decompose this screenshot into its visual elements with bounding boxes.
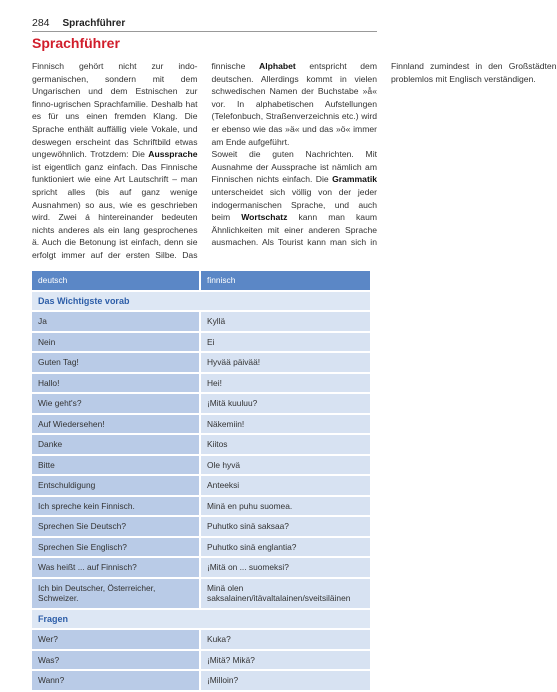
section-title: Sprachführer xyxy=(32,35,120,51)
cell-finnish: Ole hyvä xyxy=(200,455,370,476)
table-row xyxy=(32,434,370,455)
table-section-row xyxy=(32,291,370,312)
term-alphabet: Alphabet xyxy=(259,61,296,71)
cell-german: Wann? xyxy=(32,670,200,691)
table-row xyxy=(32,670,370,691)
table-row xyxy=(32,629,370,650)
page-header xyxy=(32,17,377,31)
cell-german: Guten Tag! xyxy=(32,352,200,373)
cell-finnish: Puhutko sinä saksaa? xyxy=(200,516,370,537)
cell-finnish: Ei xyxy=(200,332,370,353)
cell-german: Hallo! xyxy=(32,373,200,394)
cell-german: Danke xyxy=(32,434,200,455)
table-row xyxy=(32,578,370,609)
cell-german: Ich spreche kein Finnisch. xyxy=(32,496,200,517)
cell-german: Entschuldigung xyxy=(32,475,200,496)
table-row xyxy=(32,393,370,414)
table-row xyxy=(32,516,370,537)
cell-finnish: Kyllä xyxy=(200,311,370,332)
term-wortschatz: Wortschatz xyxy=(241,212,288,223)
cell-finnish: ¡Mitä kuuluu? xyxy=(200,393,370,414)
table-header-row xyxy=(32,271,370,291)
cell-finnish: Kiitos xyxy=(200,434,370,455)
cell-german: Ich bin Deutscher, Österreicher, Schweizer. xyxy=(32,578,200,609)
vocabulary-table xyxy=(32,271,370,692)
term-aussprache: Aussprache xyxy=(148,149,198,160)
table-row xyxy=(32,557,370,578)
header-rule xyxy=(32,31,377,32)
cell-german: Nein xyxy=(32,332,200,353)
header-german: deutsch xyxy=(32,271,200,291)
page-number: 284 xyxy=(32,17,50,29)
table-row xyxy=(32,332,370,353)
table-row xyxy=(32,455,370,476)
intro-paragraph-1: Finnisch gehört nicht zur indo-germanischen, sondern mit dem Ungarischen und dem Estnischen zur finno-ugrischen Sprachfamilie. Deshalb hat es für uns einen fremden Klang. Die Sprache enthält auffällig viele Vokale, und deswegen erscheint das Schriftbild etwas ungewöhnlich. Trotzdem: Die Aussprache ist eigentlich ganz einfach. Das Finnische funktioniert wie eine Art Lautschrift – man spricht alles (bis auf ganz wenige Ausnahmen) so aus, wie es geschrieben wird. Zwei á hintereinander bedeuten nichts anderes als ein lang gesprochenes ä. Auch die Betonung ist einfach, denn sie erfolgt immer auf der ersten Silbe. Das finnische Alphabet entspricht dem deutschen. Allerdings kommt in vielen schwedischen Namen der Buchstabe »å« vor. In alphabetischen Aufstellungen (Telefonbuch, Straßenverzeichnis etc.) wird er ebenso wie das »ä« und das »ö« immer am Ende aufgeführt. xyxy=(32,61,377,260)
cell-german: Wer? xyxy=(32,629,200,650)
term-grammatik: Grammatik xyxy=(332,174,377,185)
cell-german: Bitte xyxy=(32,455,200,476)
cell-german: Was heißt ... auf Finnisch? xyxy=(32,557,200,578)
cell-finnish: Hyvää päivää! xyxy=(200,352,370,373)
cell-german: Auf Wiedersehen! xyxy=(32,414,200,435)
cell-finnish: ¡Milloin? xyxy=(200,670,370,691)
table-section-row xyxy=(32,609,370,630)
cell-finnish: Minä en puhu suomea. xyxy=(200,496,370,517)
cell-german: Sprechen Sie Englisch? xyxy=(32,537,200,558)
intro-paragraph-2: Soweit die guten Nachrichten. Mit Ausnahme der Aussprache ist nämlich am Finnischen nichts einfach. Die Grammatik unterscheidet sich völlig von der jeder indogermanischen Sprache, und auch beim Wortschatz kann man kaum Ähnlichkeiten mit einer anderen Sprache ausmachen. Als Tourist kann man sich in Finnland zumindest in den Großstädten problemlos mit Englisch verständigen. xyxy=(211,61,557,248)
cell-finnish: Kuka? xyxy=(200,629,370,650)
cell-finnish: Hei! xyxy=(200,373,370,394)
table-row xyxy=(32,475,370,496)
table-row xyxy=(32,311,370,332)
cell-finnish: Minä olen saksalainen/itävaltalainen/sveitsiläinen xyxy=(200,578,370,609)
header-finnish: finnisch xyxy=(200,271,370,291)
cell-german: Sprechen Sie Deutsch? xyxy=(32,516,200,537)
cell-german: Ja xyxy=(32,311,200,332)
cell-finnish: Näkemiin! xyxy=(200,414,370,435)
cell-german: Was? xyxy=(32,650,200,671)
table-row xyxy=(32,496,370,517)
table-row xyxy=(32,537,370,558)
table-row xyxy=(32,373,370,394)
cell-finnish: Anteeksi xyxy=(200,475,370,496)
cell-german: Wie geht's? xyxy=(32,393,200,414)
cell-finnish: Puhutko sinä englantia? xyxy=(200,537,370,558)
intro-text xyxy=(32,60,557,270)
vocabulary-body xyxy=(32,291,370,691)
table-section-title: Fragen xyxy=(32,609,370,630)
cell-finnish: ¡Mitä? Mikä? xyxy=(200,650,370,671)
running-title: Sprachführer xyxy=(62,18,126,29)
table-row xyxy=(32,650,370,671)
cell-finnish: ¡Mitä on ... suomeksi? xyxy=(200,557,370,578)
table-row xyxy=(32,414,370,435)
table-section-title: Das Wichtigste vorab xyxy=(32,291,370,312)
table-row xyxy=(32,352,370,373)
